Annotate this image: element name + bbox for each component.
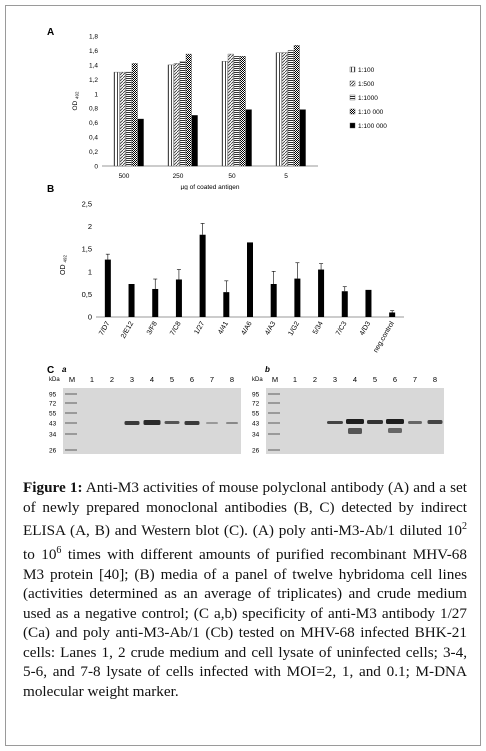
blot-b-lane-label: 3 <box>332 375 338 384</box>
blot-a-lane-label: 3 <box>129 375 135 384</box>
x-tick-label-a: 500 <box>118 173 130 180</box>
blot-a-lane-label: M <box>68 375 76 384</box>
y-tick-label-a: 0,6 <box>88 120 98 128</box>
blot-a-band <box>125 421 140 425</box>
caption-label: Figure 1: <box>23 479 83 496</box>
y-tick-label-a: 0 <box>94 163 98 171</box>
bar-a <box>240 56 246 166</box>
caption-sup-1: 2 <box>462 521 467 533</box>
x-tick-label-b: 7/C8 <box>169 320 183 337</box>
bar-b <box>389 312 395 317</box>
y-tick-label-a: 1,4 <box>88 62 98 70</box>
y-axis-label-b: OD $_{492}$ <box>60 255 68 275</box>
x-tick-label-b: 4/A3 <box>264 320 278 337</box>
caption-text-2: to 10 <box>23 545 57 563</box>
bar-a <box>114 72 120 166</box>
legend-swatch-a <box>350 123 355 128</box>
y-tick-label-b: 2 <box>87 222 92 232</box>
x-tick-label-b: 4/41 <box>217 320 231 336</box>
blot-b-lane-label: 7 <box>412 375 418 384</box>
bar-b <box>342 291 348 317</box>
blot-a-label: a <box>62 365 67 374</box>
bar-a <box>228 54 234 166</box>
blot-a-band <box>206 422 218 424</box>
y-tick-label-a: 1 <box>94 91 98 99</box>
blot-b-label: b <box>265 365 270 374</box>
bar-b <box>271 284 277 317</box>
blot-b-marker-label: 43 <box>252 420 260 428</box>
blot-b-lane-label: 4 <box>352 375 358 384</box>
x-tick-label-a: 5 <box>284 173 288 180</box>
blot-b-marker-label: 34 <box>252 431 260 439</box>
blot-a-marker-label: 55 <box>49 410 57 418</box>
blot-a-marker-band <box>65 393 77 395</box>
blot-a-lane-label: 4 <box>149 375 155 384</box>
blot-b-lane-label: 1 <box>292 375 298 384</box>
y-axis-label-sub-a: 492 <box>74 91 80 99</box>
blot-a-lane-label: 1 <box>89 375 95 384</box>
blot-b-band <box>367 420 383 424</box>
x-tick-label-a: 250 <box>172 173 184 180</box>
x-tick-label-b: neg.control <box>372 320 396 354</box>
legend-label-a: 1:500 <box>358 81 375 88</box>
x-tick-label-b: 7/D7 <box>98 320 112 337</box>
panel-c-letter: C <box>47 365 55 376</box>
y-tick-label-a: 1,6 <box>88 47 98 55</box>
blot-a-band <box>165 421 180 424</box>
y-tick-label-a: 1,2 <box>88 76 98 84</box>
blot-b-marker-band <box>268 402 280 404</box>
blot-b-band <box>346 419 364 424</box>
blot-b-band <box>428 420 443 424</box>
blot-b-marker-label: 72 <box>252 400 260 408</box>
legend-label-a: 1:100 000 <box>358 123 387 130</box>
bar-b <box>247 242 253 317</box>
bar-a <box>276 53 282 166</box>
blot-b-marker-band <box>268 393 280 395</box>
western-blot-panel <box>0 370 486 470</box>
panel-b-chart <box>0 190 486 360</box>
bar-a <box>186 54 192 166</box>
blot-a-marker-label: 26 <box>49 447 57 455</box>
y-tick-label-b: 0,5 <box>81 289 92 299</box>
blot-b-band <box>408 421 422 424</box>
panel-a-chart <box>0 0 486 190</box>
blot-b-lane-label: M <box>271 375 279 384</box>
x-tick-label-b: 2/E12 <box>120 320 136 340</box>
bar-b <box>294 279 300 317</box>
blot-b-band <box>348 428 362 434</box>
blot-b-band <box>327 421 343 424</box>
blot-a-marker-label: 72 <box>49 400 57 408</box>
bar-a <box>174 63 180 166</box>
bar-a <box>300 110 306 166</box>
bar-b <box>223 292 229 317</box>
panel-a-letter: A <box>47 27 55 38</box>
bar-a <box>234 56 240 166</box>
blot-b-marker-band <box>268 449 280 451</box>
x-tick-label-b: 4/D3 <box>358 320 373 337</box>
x-axis-label-a: µg of coated antigen <box>180 184 240 190</box>
legend-label-a: 1:100 <box>358 67 375 74</box>
bar-a <box>180 61 186 166</box>
blot-a-marker-band <box>65 433 77 435</box>
bar-a <box>288 50 294 166</box>
blot-a-band <box>226 422 238 424</box>
blot-a-marker-label: 95 <box>49 391 57 399</box>
legend-swatch-a <box>350 67 355 72</box>
bar-a <box>168 65 174 166</box>
blot-a-band <box>144 420 161 425</box>
blot-b-marker-band <box>268 433 280 435</box>
x-tick-label-b: 1/27 <box>193 320 207 336</box>
blot-a-lane-label: 6 <box>189 375 195 384</box>
y-tick-label-b: 1,5 <box>81 244 92 254</box>
blot-b-lane-label: 6 <box>392 375 398 384</box>
blot-a-marker-band <box>65 412 77 414</box>
y-tick-label-a: 1,8 <box>88 33 98 41</box>
legend-swatch-a <box>350 81 355 86</box>
bar-b <box>365 290 371 317</box>
figure-caption <box>23 478 467 702</box>
blot-a-marker-band <box>65 422 77 424</box>
blot-a-marker-label: 34 <box>49 431 57 439</box>
bar-a <box>132 63 138 166</box>
y-tick-label-a: 0,4 <box>88 134 98 142</box>
bar-a <box>282 53 288 166</box>
bar-a <box>120 72 126 166</box>
legend-label-a: 1:10 000 <box>358 109 384 116</box>
legend-swatch-a <box>350 109 355 114</box>
y-axis-label-a: OD $_{492}$ <box>72 91 80 111</box>
blot-a-marker-band <box>65 449 77 451</box>
blot-b-lane-label: 8 <box>432 375 438 384</box>
y-tick-label-a: 0,2 <box>88 149 98 157</box>
bar-a <box>222 61 228 166</box>
blot-b-band <box>386 419 404 424</box>
x-tick-label-b: 5/34 <box>311 320 325 336</box>
bar-b <box>200 235 206 317</box>
y-tick-label-b: 1 <box>87 267 92 277</box>
blot-a-lane-label: 2 <box>109 375 115 384</box>
bar-a <box>294 45 300 166</box>
blot-a-marker-band <box>65 402 77 404</box>
blot-b-marker-label: 55 <box>252 410 260 418</box>
panel-b-letter: B <box>47 184 55 195</box>
blot-a-lane-label: 5 <box>169 375 175 384</box>
x-tick-label-a: 50 <box>228 173 236 180</box>
caption-sup-2: 6 <box>56 544 62 556</box>
blot-a-lane-label: 8 <box>229 375 235 384</box>
bar-b <box>152 289 158 317</box>
blot-b-band <box>388 428 402 433</box>
bar-b <box>318 270 324 317</box>
bar-a <box>192 115 198 166</box>
caption-text-1: Anti-M3 activities of mouse polyclonal antibody (A) and a set of newly prepared monoclonal antibodies (B, C) detected by indirect ELISA (A, B) and Western blot (C). (A) poly anti-M3-Ab/1 diluted 10 <box>23 479 467 540</box>
bar-a <box>126 72 132 166</box>
blot-b-marker-band <box>268 412 280 414</box>
blot-b-kda-label: kDa <box>252 377 263 383</box>
y-tick-label-a: 0,8 <box>88 105 98 113</box>
legend-label-a: 1:1000 <box>358 95 378 102</box>
blot-b-lane-label: 2 <box>312 375 318 384</box>
blot-a-kda-label: kDa <box>49 377 60 383</box>
legend-swatch-a <box>350 95 355 100</box>
blot-a-band <box>185 421 200 425</box>
bar-a <box>246 110 252 166</box>
x-tick-label-b: 3/F8 <box>145 320 159 337</box>
blot-a-marker-label: 43 <box>49 420 57 428</box>
y-tick-label-b: 2,5 <box>81 199 92 209</box>
bar-b <box>105 260 111 317</box>
caption-text-3: times with different amounts of purified recombinant MHV-68 M3 protein [40]; (B) media of a panel of twelve hybridoma cell lines (activities determined as an average of triplicates) and crude medium used as a negative control; (C a,b) specificity of anti-M3 antibody 1/27 (Ca) and poly anti-M3-Ab/1 (Cb) tested on MHV-68 infected BHK-21 cells: Lanes 1, 2 crude medium and cell lysate of uninfected cells; 3-4, 5-6, and 7-8 lysate of cells infected with MOI=2, 1, and 0.1; M-DNA molecular weight marker. <box>23 545 467 701</box>
bar-b <box>129 284 135 317</box>
blot-b-marker-label: 95 <box>252 391 260 399</box>
y-axis-label-sub-b: 492 <box>62 255 68 263</box>
x-tick-label-b: 4/A6 <box>240 320 254 337</box>
blot-b-lane-label: 5 <box>372 375 378 384</box>
blot-a-lane-label: 7 <box>209 375 215 384</box>
bar-a <box>138 119 144 166</box>
x-tick-label-b: 7/C3 <box>335 320 349 337</box>
blot-b-marker-band <box>268 422 280 424</box>
bar-b <box>176 279 182 317</box>
blot-b-marker-label: 26 <box>252 447 260 455</box>
x-tick-label-b: 1/G2 <box>287 320 302 338</box>
y-tick-label-b: 0 <box>87 312 92 322</box>
